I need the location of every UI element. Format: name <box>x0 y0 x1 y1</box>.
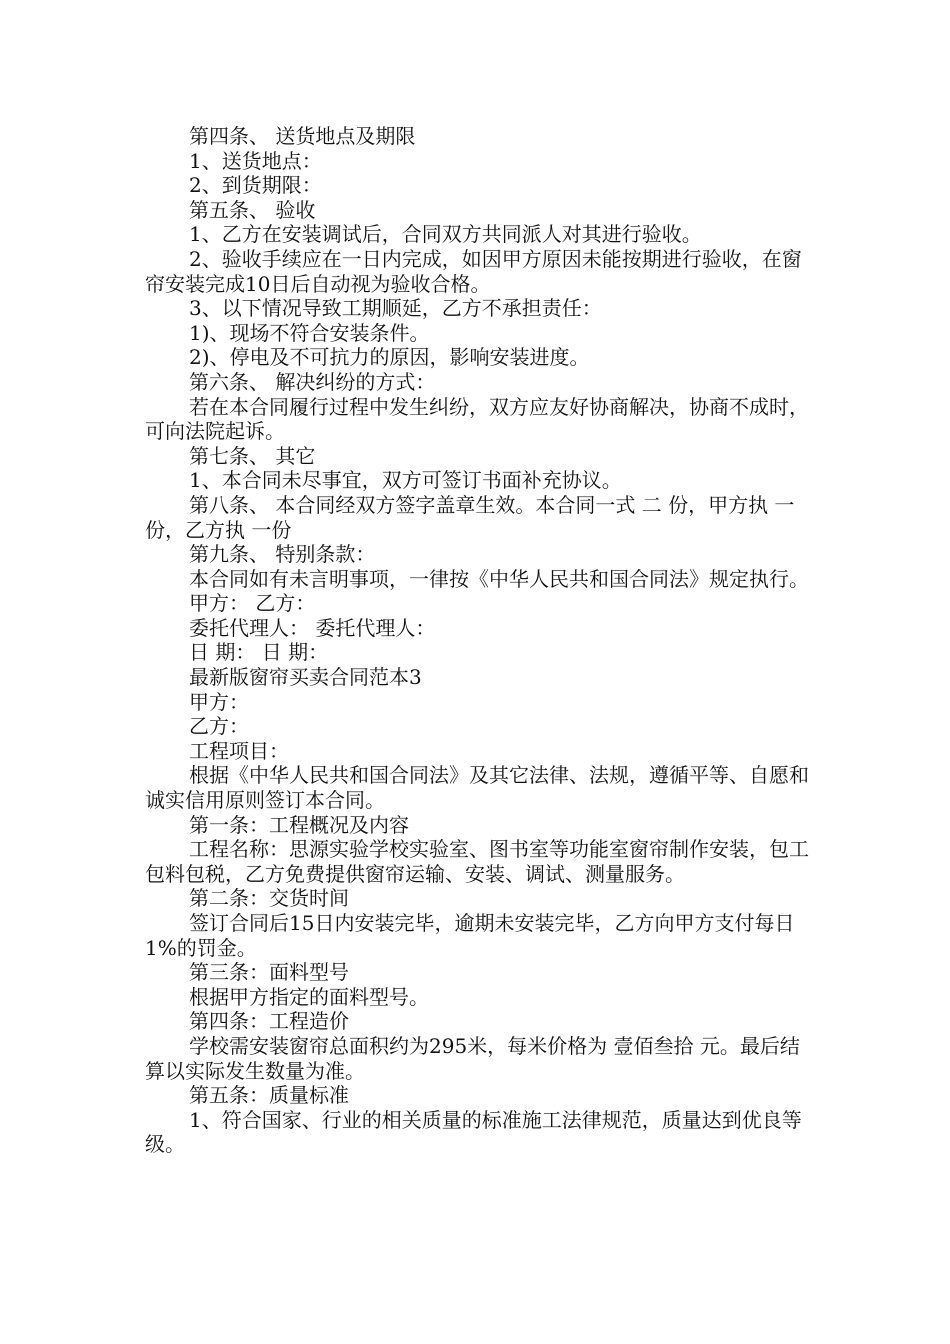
preamble: 根据《中华人民共和国合同法》及其它法律、法规，遵循平等、自愿和诚实信用原则签订本合同。 <box>145 763 809 813</box>
delivery-deadline: 2、到货期限： <box>189 173 322 198</box>
cost-clause: 学校需安装窗帘总面积约为295米，每米价格为 壹佰叁拾 元。最后结算以实际发生数量为准。 <box>145 1033 800 1083</box>
article-4-heading: 第四条、 送货地点及期限 <box>189 124 416 148</box>
article-5b-heading: 第五条：质量标准 <box>189 1083 349 1108</box>
delivery-time-clause: 签订合同后15日内安装完毕，逾期未安装完毕，乙方向甲方支付每日1%的罚金。 <box>145 911 795 960</box>
quality-clause-1: 1、符合国家、行业的相关质量的标准施工法律规范，质量达到优良等级。 <box>145 1107 802 1157</box>
agent-signature-line: 委托代理人： 委托代理人： <box>189 615 436 640</box>
article-4b-heading: 第四条：工程造价 <box>189 1009 349 1034</box>
project-name-clause: 工程名称：思源实验学校实验室、图书室等功能室窗帘制作安装，包工包料包税，乙方免费提供窗帘运输、安装、调试、测量服务。 <box>145 837 809 886</box>
article-9-heading: 第九条、 特别条款： <box>189 542 376 567</box>
acceptance-clause-3: 3、以下情况导致工期顺延，乙方不承担责任： <box>189 296 602 321</box>
acceptance-clause-1: 1、乙方在安装调试后，合同双方共同派人对其进行验收。 <box>189 222 702 247</box>
article-2-heading: 第二条：交货时间 <box>189 886 349 911</box>
project-line: 工程项目： <box>189 738 289 763</box>
delay-item-2: 2)、停电及不可抗力的原因，影响安装进度。 <box>189 345 590 370</box>
party-signature-line: 甲方： 乙方： <box>189 591 316 616</box>
document-body <box>145 124 810 1157</box>
acceptance-clause-2: 2、验收手续应在一日内完成，如因甲方原因未能按期进行验收，在窗帘安装完成10日后自动视为验收合格。 <box>145 246 802 296</box>
dispute-clause: 若在本合同履行过程中发生纠纷，双方应友好协商解决，协商不成时，可向法院起诉。 <box>145 394 809 444</box>
article-6-heading: 第六条、 解决纠纷的方式： <box>189 369 436 394</box>
party-b-line: 乙方： <box>189 714 249 739</box>
date-signature-line: 日 期： 日 期： <box>189 640 329 665</box>
article-5-heading: 第五条、 验收 <box>189 197 316 222</box>
article-8-clause: 第八条、 本合同经双方签字盖章生效。本合同一式 二 份，甲方执 一 份，乙方执 一份 <box>145 492 795 542</box>
delay-item-1: 1)、现场不符合安装条件。 <box>189 320 430 345</box>
party-a-line: 甲方： <box>189 689 249 714</box>
other-clause-1: 1、本合同未尽事宜，双方可签订书面补充协议。 <box>189 468 622 493</box>
special-clause: 本合同如有未言明事项，一律按《中华人民共和国合同法》规定执行。 <box>189 566 809 591</box>
article-1-heading: 第一条：工程概况及内容 <box>189 812 409 837</box>
contract-3-title: 最新版窗帘买卖合同范本3 <box>189 665 422 690</box>
article-7-heading: 第七条、 其它 <box>189 443 316 468</box>
delivery-location: 1、送货地点： <box>189 148 322 173</box>
article-3-heading: 第三条：面料型号 <box>189 960 349 985</box>
fabric-model-clause: 根据甲方指定的面料型号。 <box>189 984 429 1009</box>
